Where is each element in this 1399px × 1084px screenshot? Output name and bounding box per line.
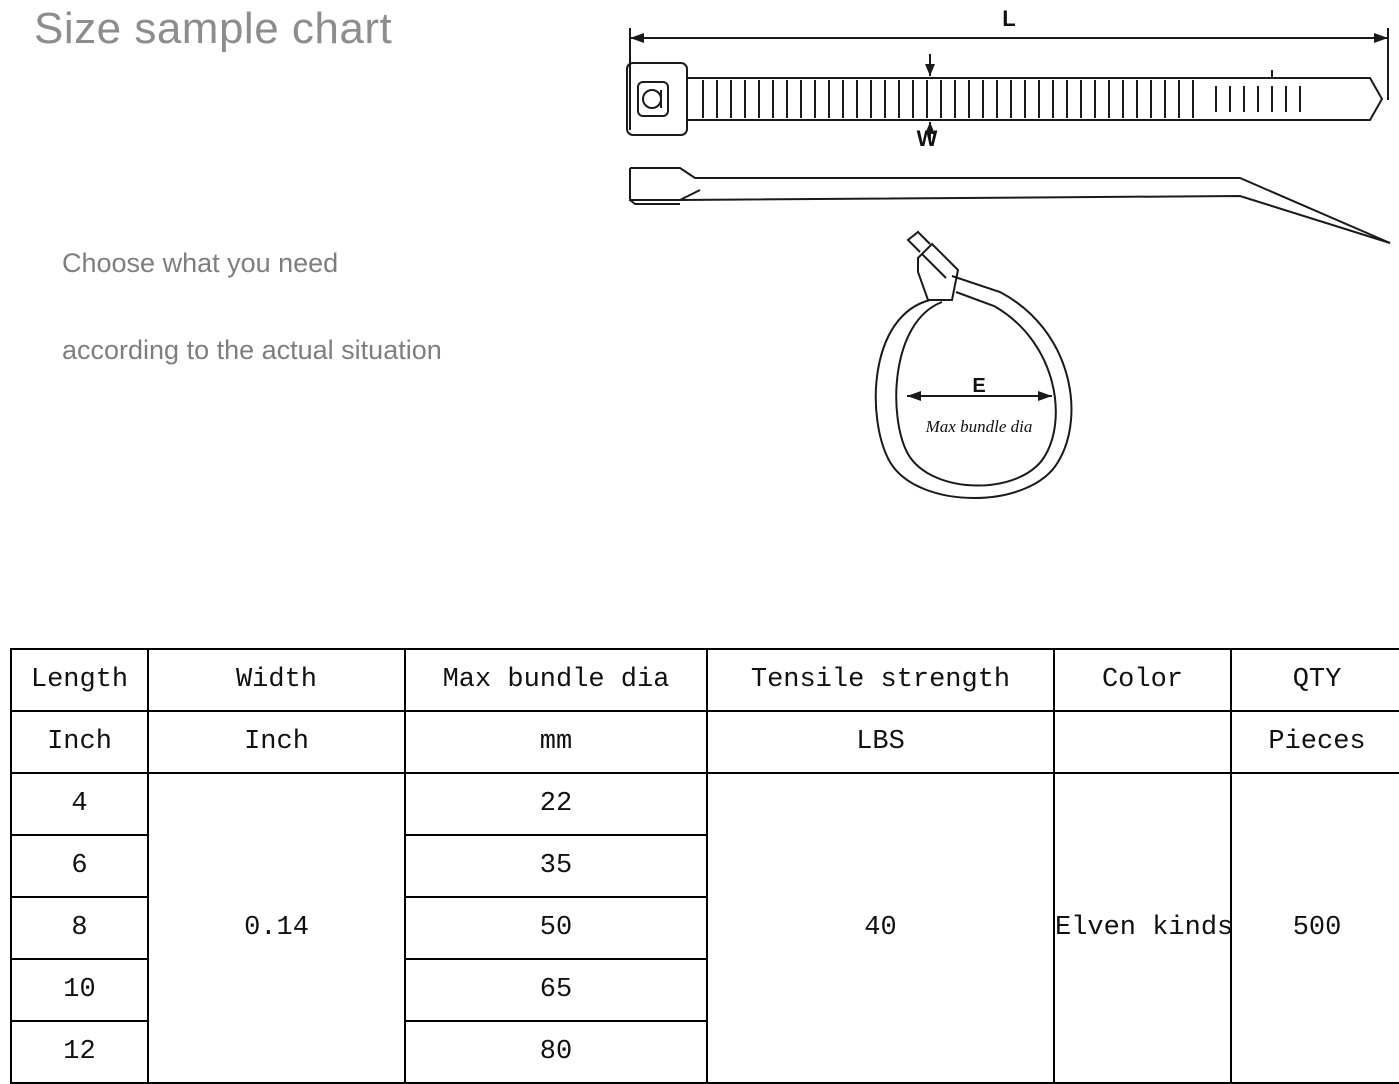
cell-width: 0.14 xyxy=(148,773,405,1083)
cell-qty: 500 xyxy=(1231,773,1399,1083)
page-title: Size sample chart xyxy=(34,4,393,53)
cell-tensile: 40 xyxy=(707,773,1054,1083)
header-length: Length xyxy=(11,649,148,711)
unit-length: Inch xyxy=(11,711,148,773)
bundle-loop-view xyxy=(876,232,1072,498)
label-bundle: E xyxy=(972,375,986,397)
cell-dia: 65 xyxy=(405,959,707,1021)
label-bundle-note: Max bundle dia xyxy=(925,417,1033,436)
header-max-bundle-dia: Max bundle dia xyxy=(405,649,707,711)
cell-length: 10 xyxy=(11,959,148,1021)
header-qty: QTY xyxy=(1231,649,1399,711)
unit-qty: Pieces xyxy=(1231,711,1399,773)
label-length: L xyxy=(1002,6,1016,31)
cell-dia: 35 xyxy=(405,835,707,897)
table-header-row xyxy=(11,649,1399,711)
cell-length: 8 xyxy=(11,897,148,959)
cell-length: 12 xyxy=(11,1021,148,1083)
caption-line-2: according to the actual situation xyxy=(62,335,442,365)
header-color: Color xyxy=(1054,649,1231,711)
unit-tensile: LBS xyxy=(707,711,1054,773)
unit-color xyxy=(1054,711,1231,773)
cell-color: Elven kinds xyxy=(1054,773,1231,1083)
header-tensile-strength: Tensile strength xyxy=(707,649,1054,711)
header-width: Width xyxy=(148,649,405,711)
caption-line-1: Choose what you need xyxy=(62,248,339,278)
spec-table xyxy=(10,648,1399,1084)
cell-dia: 50 xyxy=(405,897,707,959)
label-width: W xyxy=(916,126,938,151)
cable-tie-side-view xyxy=(630,168,1390,243)
cable-tie-top-view xyxy=(627,63,1382,135)
cell-length: 6 xyxy=(11,835,148,897)
table-units-row xyxy=(11,711,1399,773)
unit-width: Inch xyxy=(148,711,405,773)
table-row xyxy=(11,773,1399,835)
cell-dia: 80 xyxy=(405,1021,707,1083)
cell-length: 4 xyxy=(11,773,148,835)
unit-dia: mm xyxy=(405,711,707,773)
cell-dia: 22 xyxy=(405,773,707,835)
cable-tie-diagram xyxy=(600,0,1399,540)
